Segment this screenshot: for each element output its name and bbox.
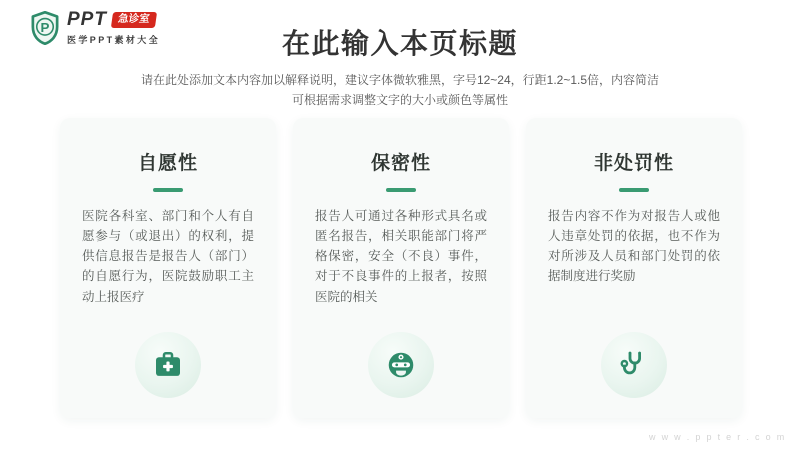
icon-badge — [135, 332, 201, 398]
divider — [386, 188, 416, 192]
card-body: 报告人可通过各种形式具名或匿名报告，相关职能部门将严格保密，安全（不良）事件，对于不良事件的上报者，按照医院的相关 — [315, 208, 487, 304]
stethoscope-icon — [618, 349, 650, 381]
subtitle-line-1: 请在此处添加文本内容加以解释说明，建议字体微软雅黑，字号12~24，行距1.2~1.5倍，内容简洁 — [140, 73, 660, 87]
watermark: w w w . p p t e r . c o m — [648, 432, 786, 442]
card-title: 保密性 — [370, 153, 431, 174]
card-confidentiality — [293, 118, 509, 418]
card-voluntariness — [60, 118, 276, 418]
page-title: 在此输入本页标题 — [281, 28, 518, 59]
subtitle-line-2: 可根据需求调整文字的大小或颜色等属性 — [291, 92, 508, 107]
icon-badge — [601, 332, 667, 398]
icon-badge — [368, 332, 434, 398]
brand-badge: 急诊室 — [111, 12, 157, 28]
card-non-punitive — [526, 118, 742, 418]
card-title: 自愿性 — [137, 153, 198, 174]
divider — [619, 188, 649, 192]
doctor-icon — [385, 349, 417, 381]
first-aid-kit-icon — [152, 349, 184, 381]
brand-name: PPT — [67, 9, 107, 30]
card-title: 非处罚性 — [593, 153, 674, 174]
shield-letter: P — [40, 19, 50, 35]
card-body: 医院各科室、部门和个人有自愿参与（或退出）的权利，提供信息报告是报告人（部门）的自愿行为，医院鼓励职工主动上报医疗 — [82, 208, 254, 304]
page-subtitle — [0, 71, 800, 111]
brand-tagline: 医学PPT素材大全 — [67, 35, 161, 45]
cards-row — [60, 118, 742, 418]
divider — [153, 188, 183, 192]
card-body: 报告内容不作为对报告人或他人违章处罚的依据，也不作为对所涉及人员和部门处罚的依据制度进行奖励 — [548, 208, 720, 284]
